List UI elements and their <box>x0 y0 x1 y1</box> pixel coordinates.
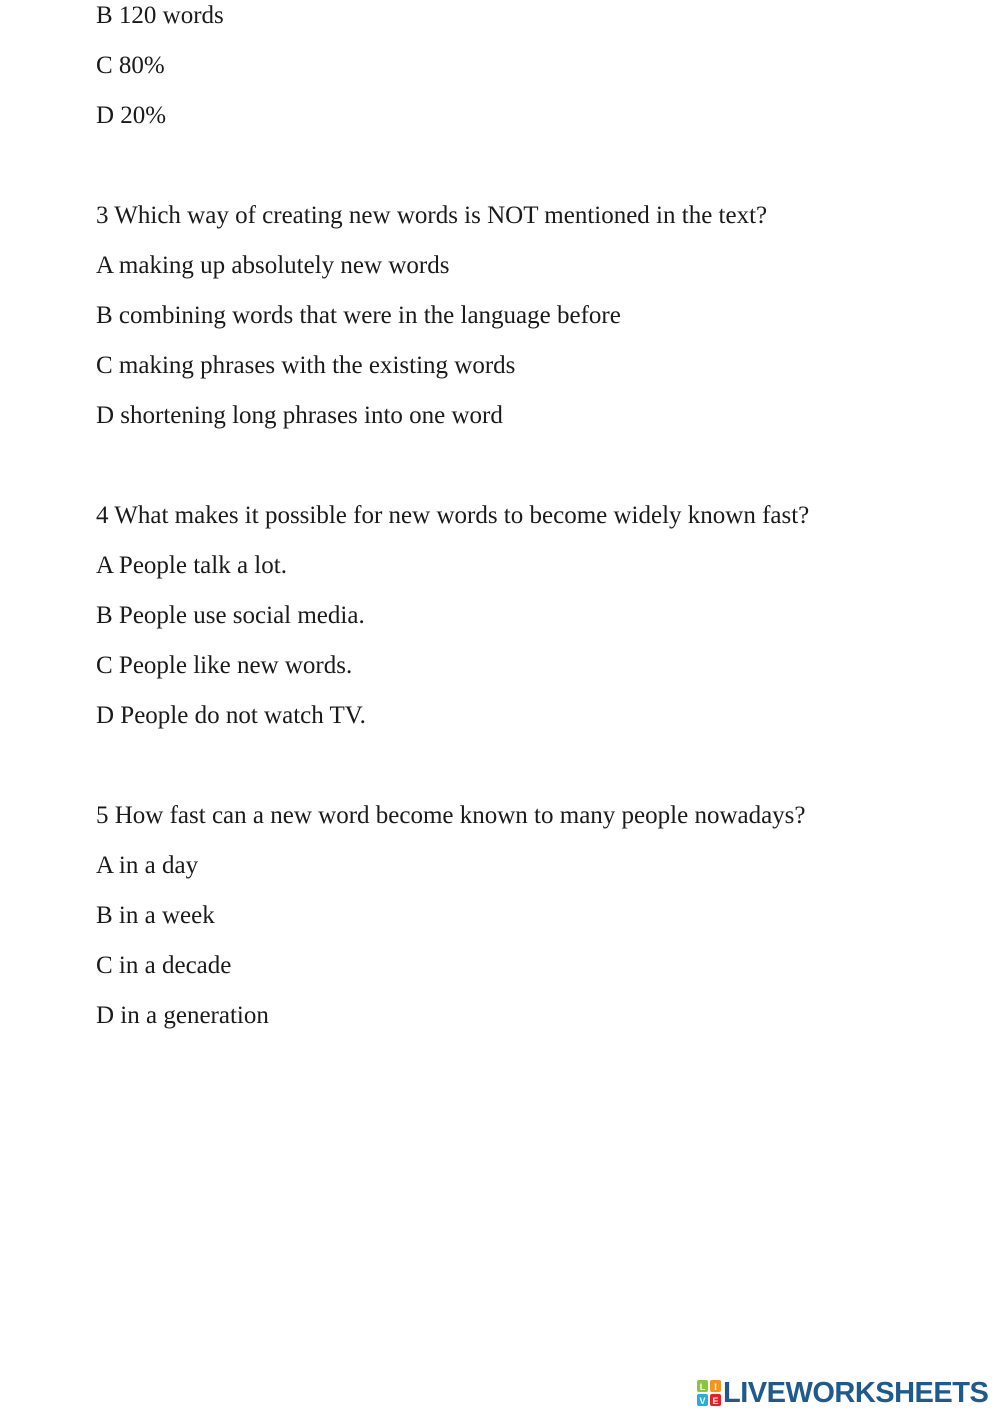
q4-option-b: B People use social media. <box>96 602 365 629</box>
q5-option-c: C in a decade <box>96 952 232 979</box>
q3-option-b: B combining words that were in the language before <box>96 302 621 329</box>
q2-option-c: C 80% <box>96 52 165 79</box>
q3-option-a: A making up absolutely new words <box>96 252 450 279</box>
svg-text:L: L <box>699 1382 706 1392</box>
q3-option-d: D shortening long phrases into one word <box>96 402 503 429</box>
liveworksheets-logo-icon <box>697 1380 721 1406</box>
svg-text:V: V <box>699 1396 706 1406</box>
q2-option-d: D 20% <box>96 102 167 129</box>
q4-option-d: D People do not watch TV. <box>96 702 366 729</box>
svg-text:E: E <box>712 1396 719 1406</box>
q5-option-b: B in a week <box>96 902 215 929</box>
q2-option-b: B 120 words <box>96 2 224 29</box>
question-3-text: 3 Which way of creating new words is NOT mentioned in the text? <box>96 202 768 229</box>
svg-text:I: I <box>714 1382 717 1392</box>
q3-option-c: C making phrases with the existing words <box>96 352 516 379</box>
q4-option-a: A People talk a lot. <box>96 552 287 579</box>
q4-option-c: C People like new words. <box>96 652 353 679</box>
q5-option-a: A in a day <box>96 852 199 879</box>
q5-option-d: D in a generation <box>96 1002 269 1029</box>
brand-wordmark: LIVEWORKSHEETS <box>723 1377 989 1409</box>
question-5-text: 5 How fast can a new word become known to many people nowadays? <box>96 802 806 829</box>
liveworksheets-logo[interactable] <box>697 1377 988 1409</box>
question-4-text: 4 What makes it possible for new words to become widely known fast? <box>96 502 810 529</box>
